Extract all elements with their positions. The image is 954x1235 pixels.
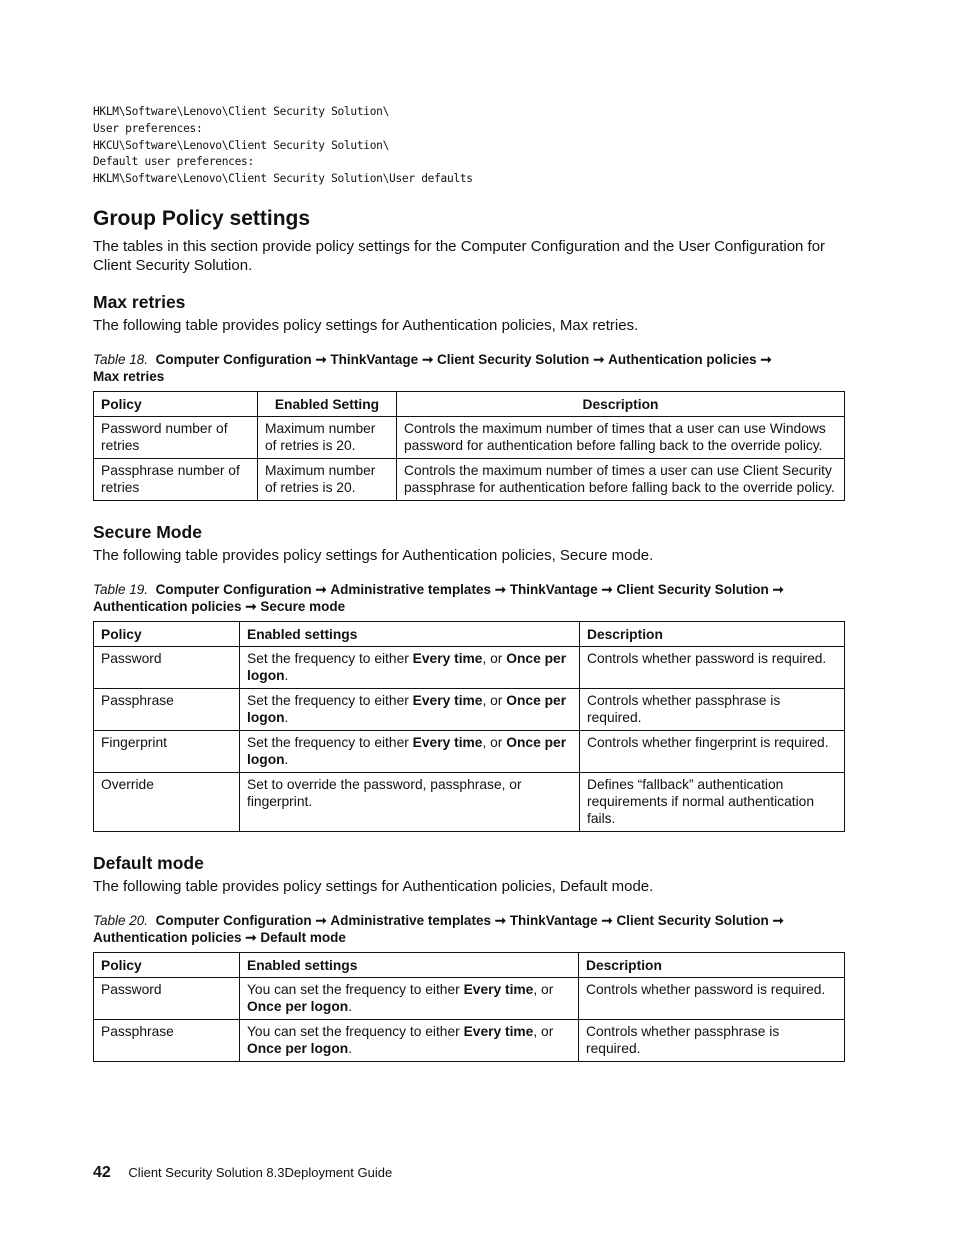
- caption-path-item: Computer Configuration: [155, 912, 312, 928]
- column-header: Policy: [94, 952, 240, 977]
- arrow-icon: ➞: [772, 912, 784, 928]
- caption-path-item: Max retries: [93, 368, 165, 384]
- table-header-row: [94, 952, 845, 977]
- table-19-caption: [93, 581, 845, 615]
- table-cell: Fingerprint: [94, 730, 240, 772]
- arrow-icon: ➞: [760, 351, 772, 367]
- caption-path-item: Computer Configuration: [155, 581, 312, 597]
- table-row: [94, 730, 845, 772]
- secure-mode-intro: The following table provides policy settings for Authentication policies, Secure mode.: [93, 546, 654, 564]
- table-row: [94, 458, 845, 500]
- table-row: [94, 977, 845, 1019]
- secure-mode-table: [93, 621, 845, 832]
- column-header: Policy: [94, 621, 240, 646]
- table-cell: Passphrase number of retries: [94, 458, 258, 500]
- column-header: Enabled settings: [240, 952, 579, 977]
- caption-path-item: Administrative templates: [330, 581, 491, 597]
- table-cell: Override: [94, 772, 240, 831]
- column-header: Description: [580, 621, 845, 646]
- arrow-icon: ➞: [315, 351, 327, 367]
- table-header-row: [94, 621, 845, 646]
- arrow-icon: ➞: [593, 351, 605, 367]
- table-cell: Controls the maximum number of times that a user can use Windows password for authentication before falling back to the override policy.: [397, 416, 845, 458]
- page-number: 42: [93, 1164, 111, 1181]
- default-mode-intro: The following table provides policy settings for Authentication policies, Default mode.: [93, 877, 654, 895]
- code-line: HKLM\Software\Lenovo\Client Security Solution\: [93, 105, 390, 118]
- caption-path-item: ThinkVantage: [509, 912, 598, 928]
- table-cell: Controls whether passphrase is required.: [580, 688, 845, 730]
- table-cell: You can set the frequency to either Every time, or Once per logon.: [240, 977, 579, 1019]
- caption-path-item: Secure mode: [260, 598, 346, 614]
- caption-path-item: ThinkVantage: [509, 581, 598, 597]
- code-line: HKCU\Software\Lenovo\Client Security Solution\: [93, 138, 390, 152]
- table-cell: Set to override the password, passphrase, or fingerprint.: [240, 772, 580, 831]
- table-cell: Controls the maximum number of times a user can use Client Security passphrase for authentication before falling back to the override policy.: [397, 458, 845, 500]
- table-cell: Set the frequency to either Every time, or Once per logon.: [240, 688, 580, 730]
- secure-mode-heading: Secure Mode: [93, 521, 202, 542]
- section-title: Group Policy settings: [93, 206, 311, 230]
- page-footer: [93, 1163, 392, 1183]
- column-header: Enabled Setting: [258, 391, 397, 416]
- table-cell: Maximum number of retries is 20.: [258, 416, 397, 458]
- max-retries-table: [93, 391, 845, 501]
- arrow-icon: ➞: [494, 912, 507, 928]
- arrow-icon: ➞: [315, 581, 327, 597]
- default-mode-heading: Default mode: [93, 852, 204, 873]
- table-header-row: [94, 391, 845, 416]
- code-line: HKLM\Software\Lenovo\Client Security Solution\User defaults: [93, 172, 473, 186]
- arrow-icon: ➞: [315, 912, 327, 928]
- max-retries-intro: The following table provides policy settings for Authentication policies, Max retries.: [93, 316, 639, 334]
- default-mode-table: [93, 952, 845, 1062]
- table-cell: Passphrase: [94, 688, 240, 730]
- arrow-icon: ➞: [772, 581, 784, 597]
- table-row: [94, 1019, 845, 1061]
- table-cell: Passphrase: [94, 1019, 240, 1061]
- arrow-icon: ➞: [601, 912, 613, 928]
- footer-title: Client Security Solution 8.3Deployment Guide: [128, 1165, 393, 1180]
- caption-path-item: Default mode: [260, 929, 346, 945]
- table-cell: Set the frequency to either Every time, or Once per logon.: [240, 646, 580, 688]
- caption-path-item: ThinkVantage: [330, 351, 419, 367]
- caption-path-item: Authentication policies: [608, 351, 757, 367]
- table-row: [94, 772, 845, 831]
- table-cell: Controls whether fingerprint is required.: [580, 730, 845, 772]
- caption-path-item: Authentication policies: [93, 598, 242, 614]
- caption-label: Table 20.: [93, 912, 149, 928]
- caption-path-item: Computer Configuration: [155, 351, 312, 367]
- table-cell: Password: [94, 646, 240, 688]
- column-header: Enabled settings: [240, 621, 580, 646]
- caption-label: Table 18.: [93, 351, 149, 367]
- column-header: Description: [579, 952, 845, 977]
- table-row: [94, 416, 845, 458]
- caption-path-item: Client Security Solution: [616, 581, 769, 597]
- arrow-icon: ➞: [245, 598, 257, 614]
- max-retries-heading: Max retries: [93, 291, 186, 312]
- code-line: User preferences:: [93, 121, 203, 135]
- caption-path-item: Administrative templates: [330, 912, 491, 928]
- section-intro: The tables in this section provide policy settings for the Computer Configuration and the User Configuration for Client Security Solution.: [93, 237, 826, 274]
- table-cell: Controls whether password is required.: [579, 977, 845, 1019]
- table-row: [94, 646, 845, 688]
- table-cell: Controls whether password is required.: [580, 646, 845, 688]
- table-cell: Password number of retries: [94, 416, 258, 458]
- table-18-caption: [93, 351, 845, 385]
- table-20-caption: [93, 912, 845, 946]
- column-header: Policy: [94, 391, 258, 416]
- column-header: Description: [397, 391, 845, 416]
- table-row: [94, 688, 845, 730]
- arrow-icon: ➞: [245, 929, 257, 945]
- caption-label: Table 19.: [93, 581, 149, 597]
- table-cell: Defines “fallback” authentication requirements if normal authentication fails.: [580, 772, 845, 831]
- arrow-icon: ➞: [494, 581, 507, 597]
- caption-path-item: Client Security Solution: [437, 351, 590, 367]
- table-cell: Password: [94, 977, 240, 1019]
- table-cell: Controls whether passphrase is required.: [579, 1019, 845, 1061]
- arrow-icon: ➞: [421, 351, 434, 367]
- arrow-icon: ➞: [601, 581, 613, 597]
- code-line: Default user preferences:: [93, 155, 254, 169]
- registry-paths: [93, 104, 845, 188]
- table-cell: Maximum number of retries is 20.: [258, 458, 397, 500]
- document-page: [93, 104, 845, 1062]
- table-cell: You can set the frequency to either Every time, or Once per logon.: [240, 1019, 579, 1061]
- caption-path-item: Authentication policies: [93, 929, 242, 945]
- table-cell: Set the frequency to either Every time, or Once per logon.: [240, 730, 580, 772]
- caption-path-item: Client Security Solution: [616, 912, 769, 928]
